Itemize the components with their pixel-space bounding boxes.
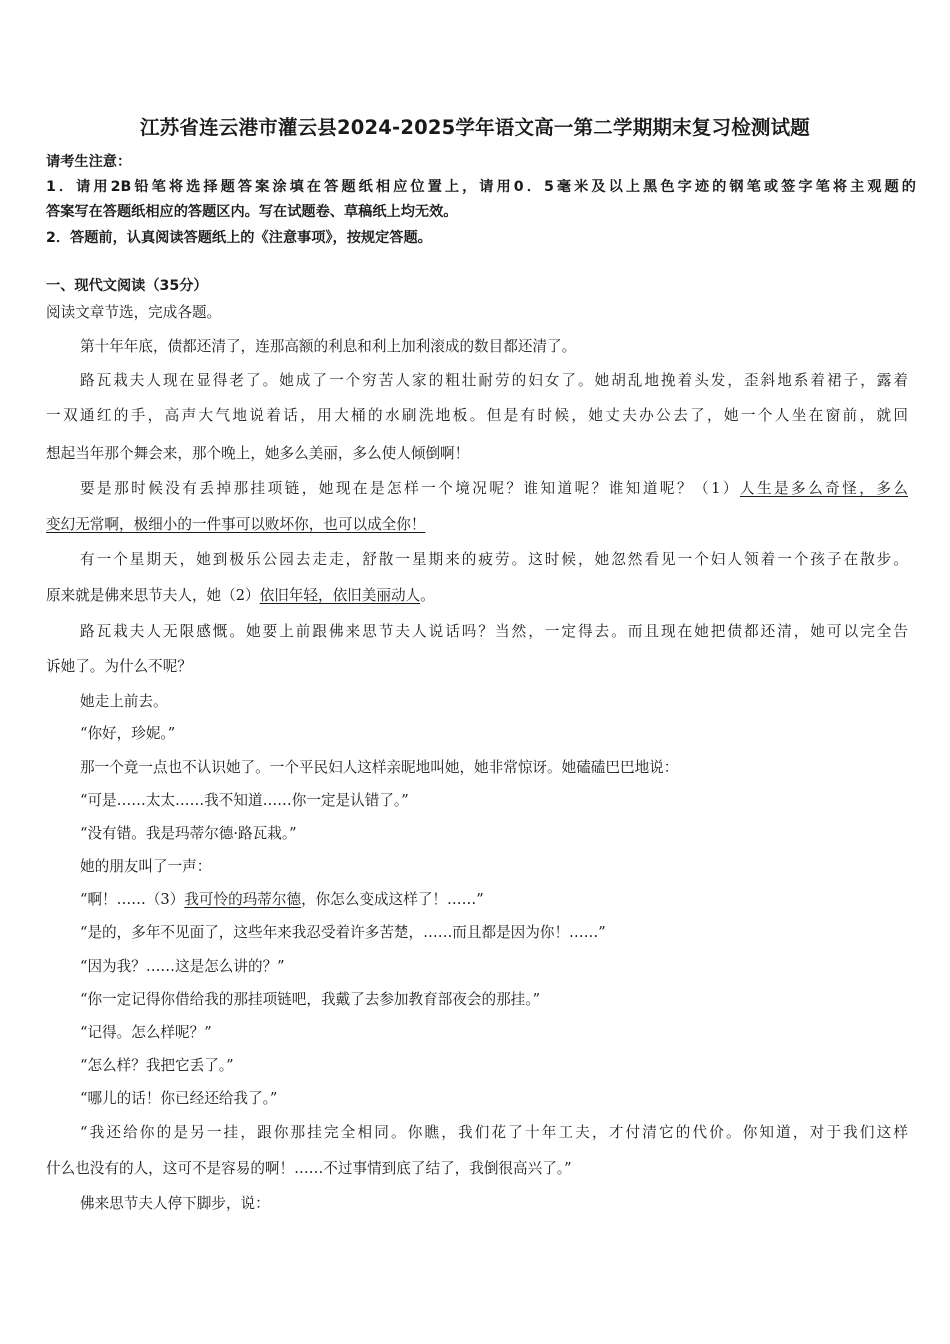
paragraph-4-text: 原来就是佛来思节夫人，她（2） [46,587,260,604]
paragraph-7: “你好，珍妮。” [80,725,176,742]
paragraph-6: 她走上前去。 [80,693,168,710]
notice-item-2: 2．答题前，认真阅读答题纸上的《注意事项》，按规定答题。 [46,230,432,246]
paragraph-17: “怎么样？我把它丢了。” [80,1057,234,1074]
paragraph-13: “是的，多年不见面了，这些年来我忍受着许多苦楚，……而且都是因为你！……” [80,924,606,941]
paragraph-19-line-1: “我还给你的是另一挂，跟你那挂完全相同。你瞧，我们花了十年工夫，才付清它的代价。你知道，对于我们这样 [80,1124,908,1141]
underlined-phrase-2: 依旧年轻，依旧美丽动人 [259,587,421,604]
paragraph-3-line-2 [46,513,908,534]
paragraph-4-end: 。 [420,587,435,604]
paragraph-11: 她的朋友叫了一声： [80,858,212,875]
paragraph-14: “因为我？……这是怎么讲的？” [80,958,285,975]
paragraph-4-line-2 [46,584,908,605]
paragraph-2-line-3: 想起当年那个舞会来，那个晚上，她多么美丽，多么使人倾倒啊！ [46,445,470,462]
paragraph-15: “你一定记得你借给我的那挂项链吧，我戴了去参加教育部夜会的那挂。” [80,991,541,1008]
underlined-sentence-1: 人生是多么奇怪，多么 [739,480,908,497]
paragraph-8: 那一个竟一点也不认识她了。一个平民妇人这样亲昵地叫她，她非常惊讶。她磕磕巴巴地说： [80,759,679,776]
underlined-sentence-1-cont: 变幻无常啊，极细小的一件事可以败坏你，也可以成全你！ [46,516,426,533]
exam-title: 江苏省连云港市灌云县2024-2025学年语文高一第二学期期末复习检测试题 [139,116,811,139]
notice-heading: 请考生注意： [46,154,132,170]
section-heading: 一、现代文阅读（35分） [46,278,208,294]
paragraph-3-line-1 [80,477,908,498]
paragraph-2-line-1: 路瓦栽夫人现在显得老了。她成了一个穷苦人家的粗壮耐劳的妇女了。她胡乱地挽着头发，歪斜地系着裙子，露着 [80,372,908,389]
paragraph-19-line-2: 什么也没有的人，这可不是容易的啊！……不过事情到底了结了，我倒很高兴了。” [46,1160,572,1177]
paragraph-10: “没有错。我是玛蒂尔德·路瓦栽。” [80,825,297,842]
notice-item-1-line-2: 答案写在答题纸相应的答题区内。写在试题卷、草稿纸上均无效。 [46,204,458,220]
paragraph-20: 佛来思节夫人停下脚步，说： [80,1195,270,1212]
paragraph-3-text: 要是那时候没有丢掉那挂项链，她现在是怎样一个境况呢？谁知道呢？谁知道呢？（1） [80,480,740,497]
paragraph-18: “哪儿的话！你已经还给我了。” [80,1090,278,1107]
paragraph-12-end: ，你怎么变成这样了！……” [301,891,484,908]
paragraph-5-line-1: 路瓦栽夫人无限感慨。她要上前跟佛来思节夫人说话吗？当然，一定得去。而且现在她把债都还清，她可以完全告 [80,623,908,640]
paragraph-5-line-2: 诉她了。为什么不呢？ [46,658,192,675]
paragraph-9: “可是……太太……我不知道……你一定是认错了。” [80,792,409,809]
paragraph-16: “记得。怎么样呢？” [80,1024,212,1041]
notice-item-1-line-1: 1．请用2B铅笔将选择题答案涂填在答题纸相应位置上，请用0．5毫米及以上黑色字迹的钢笔或签字笔将主观题的 [46,179,916,195]
paragraph-4-line-1: 有一个星期天，她到极乐公园去走走，舒散一星期来的疲劳。这时候，她忽然看见一个妇人领着一个孩子在散步。 [80,551,908,568]
paragraph-2-line-2: 一双通红的手，高声大气地说着话，用大桶的水刷洗地板。但是有时候，她丈夫办公去了，她一个人坐在窗前，就回 [46,407,908,424]
paragraph-12-start: “啊！……（3） [80,891,185,908]
underlined-phrase-3: 我可怜的玛蒂尔德 [184,891,302,908]
section-instruction: 阅读文章节选，完成各题。 [46,304,222,321]
paragraph-12 [80,888,908,909]
paragraph-1: 第十年年底，债都还清了，连那高额的利息和利上加利滚成的数目都还清了。 [80,338,577,355]
